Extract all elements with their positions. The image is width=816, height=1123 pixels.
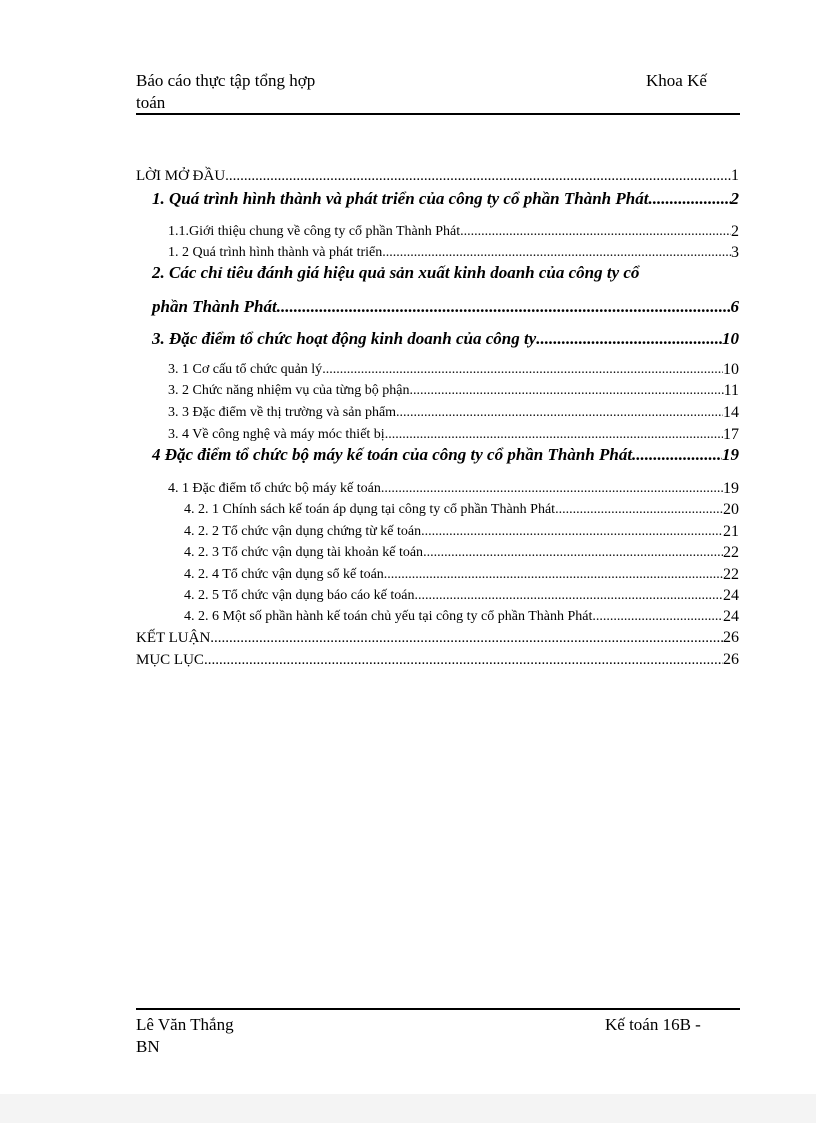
- page-bottom-strip: [0, 1094, 816, 1123]
- toc-entry[interactable]: [168, 403, 739, 423]
- toc-entry-title: KẾT LUẬN: [136, 630, 211, 646]
- toc-entry-title: 1. 2 Quá trình hình thành và phát triển: [168, 245, 383, 260]
- footer-rule: [136, 1008, 740, 1010]
- toc-leader: [592, 607, 723, 627]
- toc-leader: [384, 565, 723, 585]
- toc-entry-title: 4. 2. 4 Tổ chức vận dụng sổ kế toán: [184, 567, 384, 582]
- toc-leader: [536, 328, 722, 350]
- toc-entry-title: 3. 3 Đặc điểm về thị trường và sản phẩm: [168, 405, 397, 420]
- toc-leader: [322, 360, 723, 380]
- footer-author: Lê Văn Thắng: [136, 1015, 234, 1034]
- toc-entry-title: 4. 2. 1 Chính sách kế toán áp dụng tại công ty cổ phần Thành Phát: [184, 502, 556, 517]
- toc-leader: [555, 500, 723, 520]
- toc-leader: [210, 628, 723, 648]
- toc-entry-page: 10: [723, 361, 739, 378]
- toc-leader: [385, 425, 723, 445]
- toc-entry[interactable]: [152, 188, 739, 210]
- toc-leader: [409, 381, 723, 401]
- toc-entry-title: 4. 2. 3 Tổ chức vận dụng tài khoản kế toán: [184, 545, 424, 560]
- toc-entry[interactable]: [184, 500, 739, 520]
- toc-entry-page: 22: [723, 566, 739, 583]
- toc-entry[interactable]: [136, 628, 739, 648]
- toc-entry-title: MỤC LỤC: [136, 652, 204, 668]
- toc-entry[interactable]: [168, 222, 739, 242]
- toc-entry[interactable]: [184, 565, 739, 585]
- toc-entry[interactable]: [184, 586, 739, 606]
- toc-entry[interactable]: [168, 360, 739, 380]
- toc-entry-page: 19: [722, 445, 739, 464]
- toc-entry-title: 4. 2. 5 Tổ chức vận dụng báo cáo kế toán: [184, 588, 415, 603]
- toc-entry[interactable]: [152, 296, 739, 318]
- toc-entry-title: 1.1.Giới thiệu chung về công ty cổ phần Thành Phát: [168, 224, 461, 239]
- toc-entry-page: 22: [723, 544, 739, 561]
- toc-entry-page: 19: [723, 480, 739, 497]
- toc-leader: [381, 479, 723, 499]
- toc-entry-page: 26: [723, 651, 739, 668]
- toc-entry-page: 10: [722, 329, 739, 348]
- toc-leader: [648, 188, 730, 210]
- toc-entry-page: 20: [723, 501, 739, 518]
- toc-entry-page: 2: [730, 189, 739, 208]
- toc-entry-title: 3. 4 Về công nghệ và máy móc thiết bị: [168, 427, 385, 442]
- toc-entry-title: 3. Đặc điểm tổ chức hoạt động kinh doanh của công ty: [152, 329, 537, 348]
- toc-entry-page: 24: [723, 587, 739, 604]
- toc-leader: [277, 296, 731, 318]
- toc-entry-page: 26: [723, 629, 739, 646]
- footer-author-continued: BN: [136, 1037, 160, 1056]
- toc-entry[interactable]: [168, 479, 739, 499]
- toc-entry-page: 1: [731, 167, 739, 184]
- toc-entry[interactable]: [168, 425, 739, 445]
- toc-entry-title: 1. Quá trình hình thành và phát triển của công ty cổ phần Thành Phát: [152, 189, 649, 208]
- toc-entry-title: 4. 2. 2 Tổ chức vận dụng chứng từ kế toán: [184, 524, 422, 539]
- toc-entry-title: 3. 2 Chức năng nhiệm vụ của từng bộ phận: [168, 383, 410, 398]
- toc-entry[interactable]: [184, 607, 739, 627]
- toc-entry[interactable]: [136, 166, 739, 186]
- toc-entry-page: 21: [723, 523, 739, 540]
- header-rule: [136, 113, 740, 115]
- toc-entry-title: 4. 1 Đặc điểm tổ chức bộ máy kế toán: [168, 481, 381, 496]
- toc-entry-title: 3. 1 Cơ cấu tổ chức quản lý: [168, 362, 323, 377]
- toc-leader: [204, 650, 723, 670]
- toc-leader: [460, 222, 731, 242]
- toc-entry-title-line1[interactable]: 2. Các chỉ tiêu đánh giá hiệu quả sản xuất kinh doanh của công ty cổ: [152, 263, 640, 282]
- toc-entry[interactable]: [168, 243, 739, 263]
- toc-leader: [396, 403, 723, 423]
- toc-entry[interactable]: [168, 381, 739, 401]
- toc-entry-page: 3: [731, 244, 739, 261]
- header-title: Báo cáo thực tập tổng hợp: [136, 71, 316, 90]
- header-title-continued: toán: [136, 93, 166, 112]
- toc-entry[interactable]: [152, 328, 739, 350]
- toc-entry[interactable]: [184, 522, 739, 542]
- toc-leader: [421, 522, 723, 542]
- toc-entry-title: 4 Đặc điểm tổ chức bộ máy kế toán của công ty cổ phần Thành Phát: [152, 445, 633, 464]
- toc-entry-page: 24: [723, 608, 739, 625]
- toc-entry-page: 14: [723, 404, 739, 421]
- toc-entry[interactable]: [152, 444, 739, 466]
- footer-class: Kế toán 16B -: [605, 1015, 701, 1034]
- toc-entry-page: 17: [723, 426, 739, 443]
- toc-leader: [382, 243, 731, 263]
- toc-entry-title: LỜI MỞ ĐẦU: [136, 168, 226, 184]
- toc-entry-page: 11: [723, 382, 739, 399]
- toc-leader: [225, 166, 731, 186]
- toc-entry-page: 2: [731, 223, 739, 240]
- header-department: Khoa Kế: [646, 71, 707, 90]
- toc-entry[interactable]: [136, 650, 739, 670]
- toc-leader: [632, 444, 722, 466]
- toc-entry-page: 6: [730, 297, 739, 316]
- toc-leader: [423, 543, 723, 563]
- toc-entry-title: 4. 2. 6 Một số phần hành kế toán chủ yếu tại công ty cổ phần Thành Phát: [184, 609, 593, 624]
- toc-entry[interactable]: [184, 543, 739, 563]
- toc-leader: [415, 586, 724, 606]
- toc-entry-title: phần Thành Phát: [152, 297, 277, 316]
